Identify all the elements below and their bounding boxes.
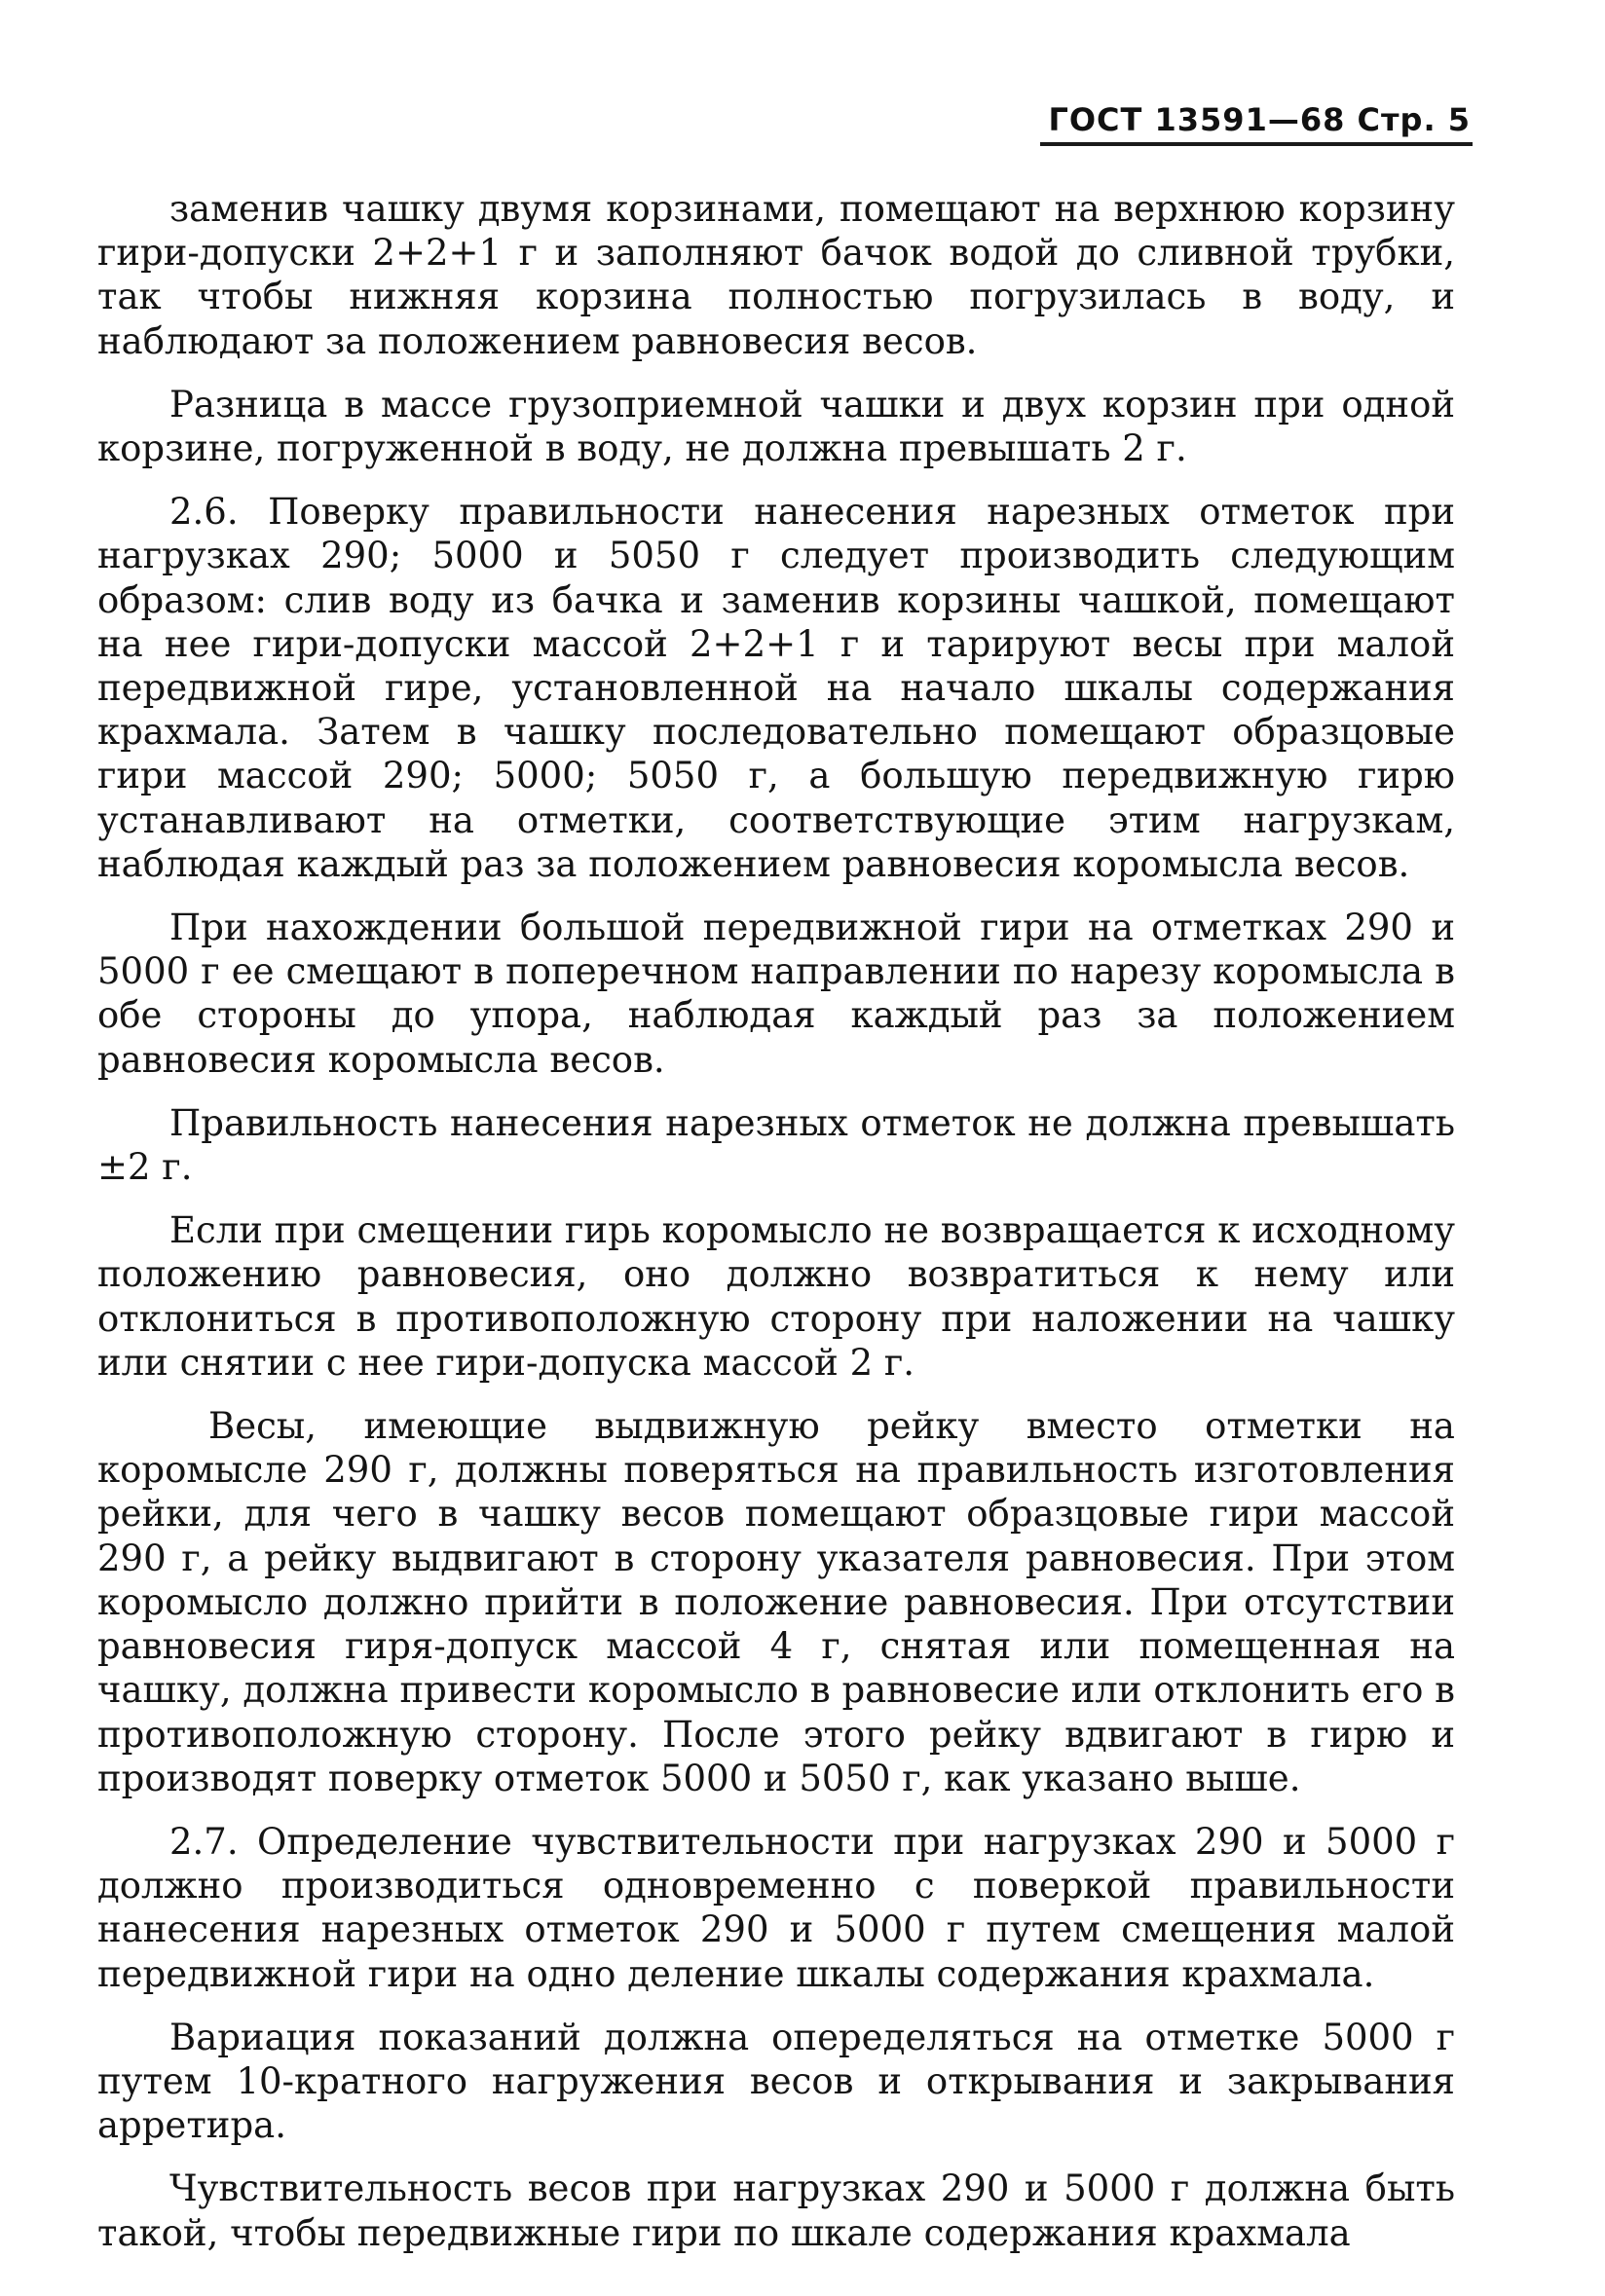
page-header: ГОСТ 13591—68 Стр. 5 (1048, 101, 1471, 138)
paragraph-9: Вариация показаний должна опеределяться на отметке 5000 г путем 10-кратного нагружения весов и открывания и закрывания арретира. (97, 2016, 1455, 2147)
paragraph-3: 2.6. Поверку правильности нанесения нарезных отметок при нагрузках 290; 5000 и 5050 г следует производить следующим образом: слив воду из бачка и заменив корзины чашкой, помещают на нее гири-допуски массой 2+2+1 г и тарируют весы при малой передвижной гире, установленной на начало шкалы содержания крахмала. Затем в чашку последовательно помещают образцовые гири массой 290; 5000; 5050 г, а большую передвижную гирю устанавливают на отметки, соответствующие этим нагрузкам, наблюдая каждый раз за положением равновесия коромысла весов. (97, 491, 1455, 885)
paragraph-5: Правильность нанесения нарезных отметок не должна превышать ±2 г. (97, 1101, 1455, 1189)
paragraph-8: 2.7. Определение чувствительности при нагрузках 290 и 5000 г должно производиться одновременно с поверкой правильности нанесения нарезных отметок 290 и 5000 г путем смещения малой передвижной гири на одно деление шкалы содержания крахмала. (97, 1820, 1455, 1995)
paragraph-10: Чувствительность весов при нагрузках 290 и 5000 г должна быть такой, чтобы передвижные гири по шкале содержания крахмала (97, 2167, 1455, 2254)
paragraph-4: При нахождении большой передвижной гири на отметках 290 и 5000 г ее смещают в поперечном направлении по нарезу коромысла в обе стороны до упора, наблюдая каждый раз за положением равновесия коромысла весов. (97, 907, 1455, 1081)
paragraph-2: Разница в массе грузоприемной чашки и двух корзин при одной корзине, погруженной в воду, не должна превышать 2 г. (97, 383, 1455, 470)
paragraph-6: Если при смещении гирь коромысло не возвращается к исходному положению равновесия, оно должно возвратиться к нему или отклониться в противоположную сторону при наложении на чашку или снятии с нее гири-допуска массой 2 г. (97, 1209, 1455, 1384)
document-body (97, 187, 1455, 2275)
paragraph-1: заменив чашку двумя корзинами, помещают на верхнюю корзину гири-допуски 2+2+1 г и заполняют бачок водой до сливной трубки, так чтобы нижняя корзина полностью погрузилась в воду, и наблюдают за положением равновесия весов. (97, 188, 1455, 362)
paragraph-7: Весы, имеющие выдвижную рейку вместо отметки на коромысле 290 г, должны поверяться на правильность изготовления рейки, для чего в чашку весов помещают образцовые гири массой 290 г, а рейку выдвигают в сторону указателя равновесия. При этом коромысло должно прийти в положение равновесия. При отсутствии равновесия гиря-допуск массой 4 г, снятая или помещенная на чашку, должна привести коромысло в равновесие или отклонить его в противоположную сторону. После этого рейку вдвигают в гирю и производят поверку отметок 5000 и 5050 г, как указано выше. (97, 1405, 1455, 1799)
header-rule (1040, 142, 1473, 146)
